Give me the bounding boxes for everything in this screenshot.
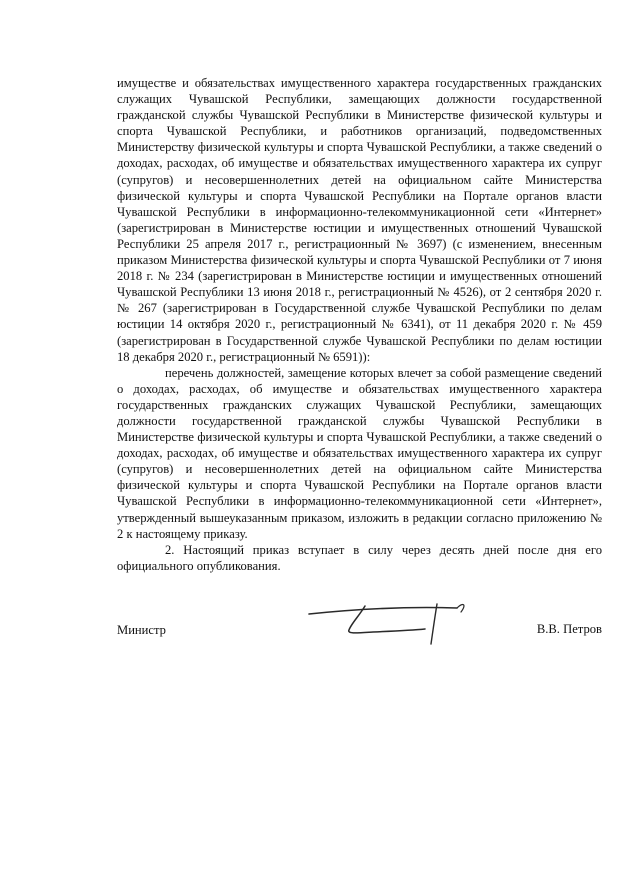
signature-block xyxy=(117,598,602,658)
document-body xyxy=(117,75,602,574)
signer-name: В.В. Петров xyxy=(536,622,602,636)
signature-stroke-vertical xyxy=(431,604,437,644)
signature-stroke-hook xyxy=(457,605,464,612)
paragraph-effective-date: 2. Настоящий приказ вступает в силу через десять дней после дня его официального опубликования. xyxy=(117,542,602,573)
paragraph-list-amendment: перечень должностей, замещение которых влечет за собой размещение сведений о доходах, расходах, об имуществе и обязательствах имущественного характера государственных гражданских служащих Чувашской Республики, замещающих должности государственной гражданской службы Чувашской Республики в Министерстве физической культуры и спорта Чувашской Республики, а также сведений о доходах, расходах, об имуществе и обязательствах имущественного характера их супруг (супругов) и несовершеннолетних детей на официальном сайте Министерства физической культуры и спорта Чувашской Республики на Портале органов власти Чувашской Республики в информационно-телекоммуникационной сети «Интернет», утвержденный вышеуказанным приказом, изложить в редакции согласно приложению № 2 к настоящему приказу. xyxy=(117,365,602,541)
paragraph-continuation: имуществе и обязательствах имущественного характера государственных гражданских служащих Чувашской Республики, замещающих должности государственной гражданской службы Чувашской Республики в Министерстве физической культуры и спорта Чувашской Республики, и работников организаций, подведомственных Министерству физической культуры и спорта Чувашской Республики, а также сведений о доходах, расходах, об имуществе и обязательствах имущественного характера их супруг (супругов) и несовершеннолетних детей на официальном сайте Министерства физической культуры и спорта Чувашской Республики на Портале органов власти Чувашской Республики в информационно-телекоммуникационной сети «Интернет» (зарегистрирован в Министерстве юстиции и имущественных отношений Чувашской Республики 25 апреля 2017 г., регистрационный № 3697) (с изменением, внесенным приказом Министерства физической культуры и спорта Чувашской Республики от 7 июня 2018 г. № 234 (зарегистрирован в Министерстве юстиции и имущественных отношений Чувашской Республики 13 июня 2018 г., регистрационный № 4526), от 2 сентября 2020 г. № 267 (зарегистрирован в Государственной службе Чувашской Республики по делам юстиции 14 октября 2020 г., регистрационный № 6341), от 11 декабря 2020 г. № 459 (зарегистрирован в Государственной службе Чувашской Республики по делам юстиции 18 декабря 2020 г., регистрационный № 6591)): xyxy=(117,76,602,364)
handwritten-signature xyxy=(307,598,477,648)
signer-position: Министр xyxy=(117,623,166,637)
signature-stroke-main xyxy=(309,607,457,614)
